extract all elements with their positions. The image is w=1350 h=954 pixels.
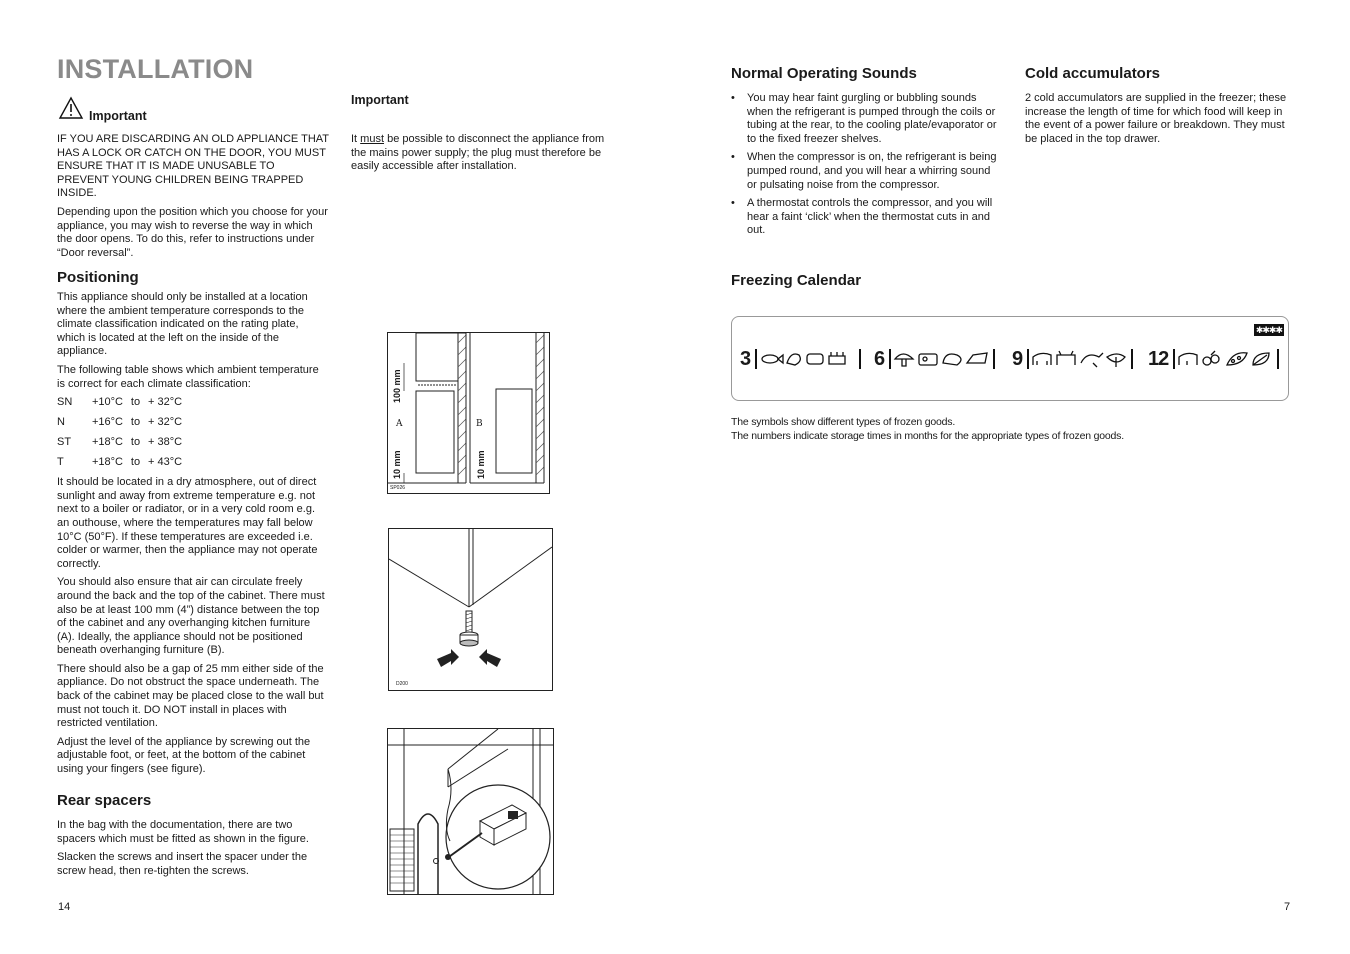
rear-spacers-text	[57, 819, 329, 883]
positioning-text	[57, 291, 329, 782]
divider-bar	[993, 349, 995, 369]
important-label: Important	[89, 109, 147, 123]
temp-to: to	[130, 456, 141, 469]
leaf-icon	[1253, 353, 1269, 365]
temp-low: +18°C	[91, 436, 123, 449]
dimension-10mm-b-label: 10 mm	[476, 450, 486, 479]
divider-bar	[1277, 349, 1279, 369]
rear-spacer-diagram	[387, 728, 554, 895]
temp-to: to	[130, 416, 141, 429]
mains-note	[351, 133, 616, 174]
temp-to: to	[130, 396, 141, 409]
pork-icon	[1033, 353, 1051, 365]
temp-low: +18°C	[91, 456, 123, 469]
divider-bar	[859, 349, 861, 369]
shellfish-icon	[787, 354, 800, 365]
rear-spacers-heading: Rear spacers	[57, 792, 152, 809]
list-item: • A thermostat controls the compressor, and you will hear a faint ‘click’ when the thermostat cuts in and out.	[731, 197, 997, 238]
mains-note-rest: be possible to disconnect the appliance from the mains power supply; the plug must therefore be easily accessible after installation.	[351, 133, 605, 173]
label-a: A	[396, 419, 403, 429]
mushroom-icon	[895, 354, 913, 366]
cake-icon	[829, 352, 845, 364]
calendar-group-9-months	[1012, 347, 1135, 371]
rear-spacers-p2: Slacken the screws and insert the spacer under the screw head, then re-tighten the screws.	[57, 851, 308, 877]
table-row	[57, 436, 329, 456]
table-row	[57, 416, 329, 436]
positioning-p2: The following table shows which ambient temperature is correct for each climate classification:	[57, 363, 319, 390]
poultry-icon	[943, 354, 961, 365]
temp-high: + 38°C	[148, 436, 183, 449]
divider-bar	[755, 349, 757, 369]
fruit-icon	[1203, 351, 1219, 365]
climate-class: N	[57, 416, 65, 429]
door-reversal-text: Depending upon the position which you choose for your appliance, you may wish to reverse the way in which the door opens. To do this, refer to instructions under “Door reversal”.	[57, 205, 328, 259]
left-column	[57, 133, 329, 265]
vegetable-icon	[1107, 354, 1125, 367]
positioning-p5: There should also be a gap of 25 mm either side of the appliance. Do not obstruct the space underneath. The back of the cabinet may be placed close to the wall but must not touch it. DO NOT install in places with restricted ventilation.	[57, 662, 324, 730]
mains-note-emphasis: must	[360, 133, 385, 145]
calendar-group-12-months	[1148, 347, 1281, 371]
calendar-note-symbols: The symbols show different types of frozen goods.	[731, 416, 956, 428]
months-number: 6	[874, 347, 885, 370]
table-row	[57, 396, 329, 416]
positioning-p1: This appliance should only be installed at a location where the ambient temperature corresponds to the climate classification indicated on the rating plate, which is located at the left on the inside of the appliance.	[57, 291, 308, 358]
adjustable-foot-art	[389, 529, 552, 690]
temp-to: to	[130, 436, 141, 449]
warning-triangle-icon	[58, 96, 84, 120]
calendar-group-6-months	[874, 347, 997, 371]
freezing-calendar-heading: Freezing Calendar	[731, 272, 862, 289]
temp-low: +16°C	[91, 416, 123, 429]
freezing-calendar-notes	[731, 415, 1124, 443]
four-star-rating-icon: ✱✱✱✱	[1255, 325, 1282, 335]
divider-bar	[889, 349, 891, 369]
climate-table	[57, 396, 329, 476]
important-heading-block	[58, 96, 258, 122]
divider-bar	[1131, 349, 1133, 369]
climate-class: T	[57, 456, 64, 469]
food-icons-3	[759, 349, 857, 369]
calendar-group-3-months	[740, 347, 863, 371]
positioning-p6: Adjust the level of the appliance by screwing out the adjustable foot, or feet, at the bottom of the cabinet using your fingers (see figure).	[57, 735, 311, 776]
months-number: 12	[1148, 347, 1169, 370]
sausage-icon	[919, 354, 937, 365]
calendar-note-numbers: The numbers indicate storage times in months for the appropriate types of frozen goods.	[731, 430, 1124, 442]
fish-icon	[762, 355, 783, 363]
months-number: 9	[1012, 347, 1023, 370]
food-icons-9	[1031, 349, 1129, 369]
dimension-10mm-a-label: 10 mm	[392, 450, 402, 479]
positioning-heading: Positioning	[57, 269, 139, 286]
divider-bar	[1173, 349, 1175, 369]
divider-bar	[1027, 349, 1029, 369]
game-icon	[1081, 353, 1103, 367]
rear-spacers-p1: In the bag with the documentation, there are two spacers which must be fitted as shown in the figure.	[57, 819, 309, 845]
clearance-diagram	[387, 332, 550, 494]
page-number-left: 14	[58, 901, 71, 913]
bread-icon	[807, 354, 823, 364]
peas-icon	[1227, 353, 1247, 365]
clearance-diagram-art	[388, 333, 549, 493]
list-item: • You may hear faint gurgling or bubbling sounds when the refrigerant is pumped through the coils or tubing at the rear, to the cooling plate/evaporator or to the fixed freezer shelves.	[731, 92, 997, 146]
cold-accumulators-heading: Cold accumulators	[1025, 65, 1161, 82]
meat-icon	[967, 353, 987, 363]
freezing-calendar-panel	[731, 316, 1289, 401]
adjustable-foot-diagram	[388, 528, 553, 691]
positioning-p3: It should be located in a dry atmosphere, out of direct sunlight and away from extreme temperature e.g. not next to a boiler or radiator, or in a very cold room e.g. an outhouse, where the temperatures may fall below 10°C (50°F). If these temperatures are exceeded i.e. colder or warmer, then the appliance may not operate correctly.	[57, 476, 318, 570]
list-item: • When the compressor is on, the refrigerant is being pumped round, and you will hear a whirring sound or pulsating noise from the compressor.	[731, 151, 997, 192]
temp-low: +10°C	[91, 396, 123, 409]
mains-note-start: It	[351, 133, 361, 145]
important-label-col2: Important	[351, 93, 409, 107]
rear-spacer-art	[388, 729, 553, 894]
dimension-100mm-label: 100 mm	[392, 369, 402, 403]
climate-class: ST	[57, 436, 72, 449]
table-row	[57, 456, 329, 476]
page-number-right: 7	[1284, 901, 1291, 913]
months-number: 3	[740, 347, 751, 370]
figure-code-sp026: SP026	[390, 485, 406, 491]
lamb-icon	[1179, 353, 1197, 365]
warning-text: IF YOU ARE DISCARDING AN OLD APPLIANCE THAT HAS A LOCK OR CATCH ON THE DOOR, YOU MUST ENSURE THAT IT IS MADE UNUSABLE TO PREVENT YOUNG CHILDREN BEING TRAPPED INSIDE.	[57, 133, 329, 200]
temp-high: + 32°C	[148, 396, 183, 409]
cold-accumulators-text: 2 cold accumulators are supplied in the freezer; these increase the length of time for which food will keep in the event of a power failure or breakdown. They must be placed in the top drawer.	[1025, 92, 1287, 145]
climate-class: SN	[57, 396, 73, 409]
page-title: INSTALLATION	[57, 54, 254, 84]
beef-icon	[1057, 351, 1075, 365]
temp-high: + 32°C	[148, 416, 183, 429]
figure-code-d200: D200	[396, 681, 408, 687]
food-icons-12	[1177, 349, 1275, 369]
food-icons-6	[893, 349, 991, 369]
temp-high: + 43°C	[148, 456, 183, 469]
sounds-list	[731, 92, 997, 243]
label-b: B	[476, 419, 483, 429]
normal-operating-sounds-heading: Normal Operating Sounds	[731, 65, 917, 82]
positioning-p4: You should also ensure that air can circulate freely around the back and the top of the cabinet. There must also be at least 100 mm (4”) distance between the top of the cabinet and any overhanging kitchen furniture (A). Ideally, the appliance should not be positioned beneath overhanging furniture (B).	[57, 576, 325, 657]
